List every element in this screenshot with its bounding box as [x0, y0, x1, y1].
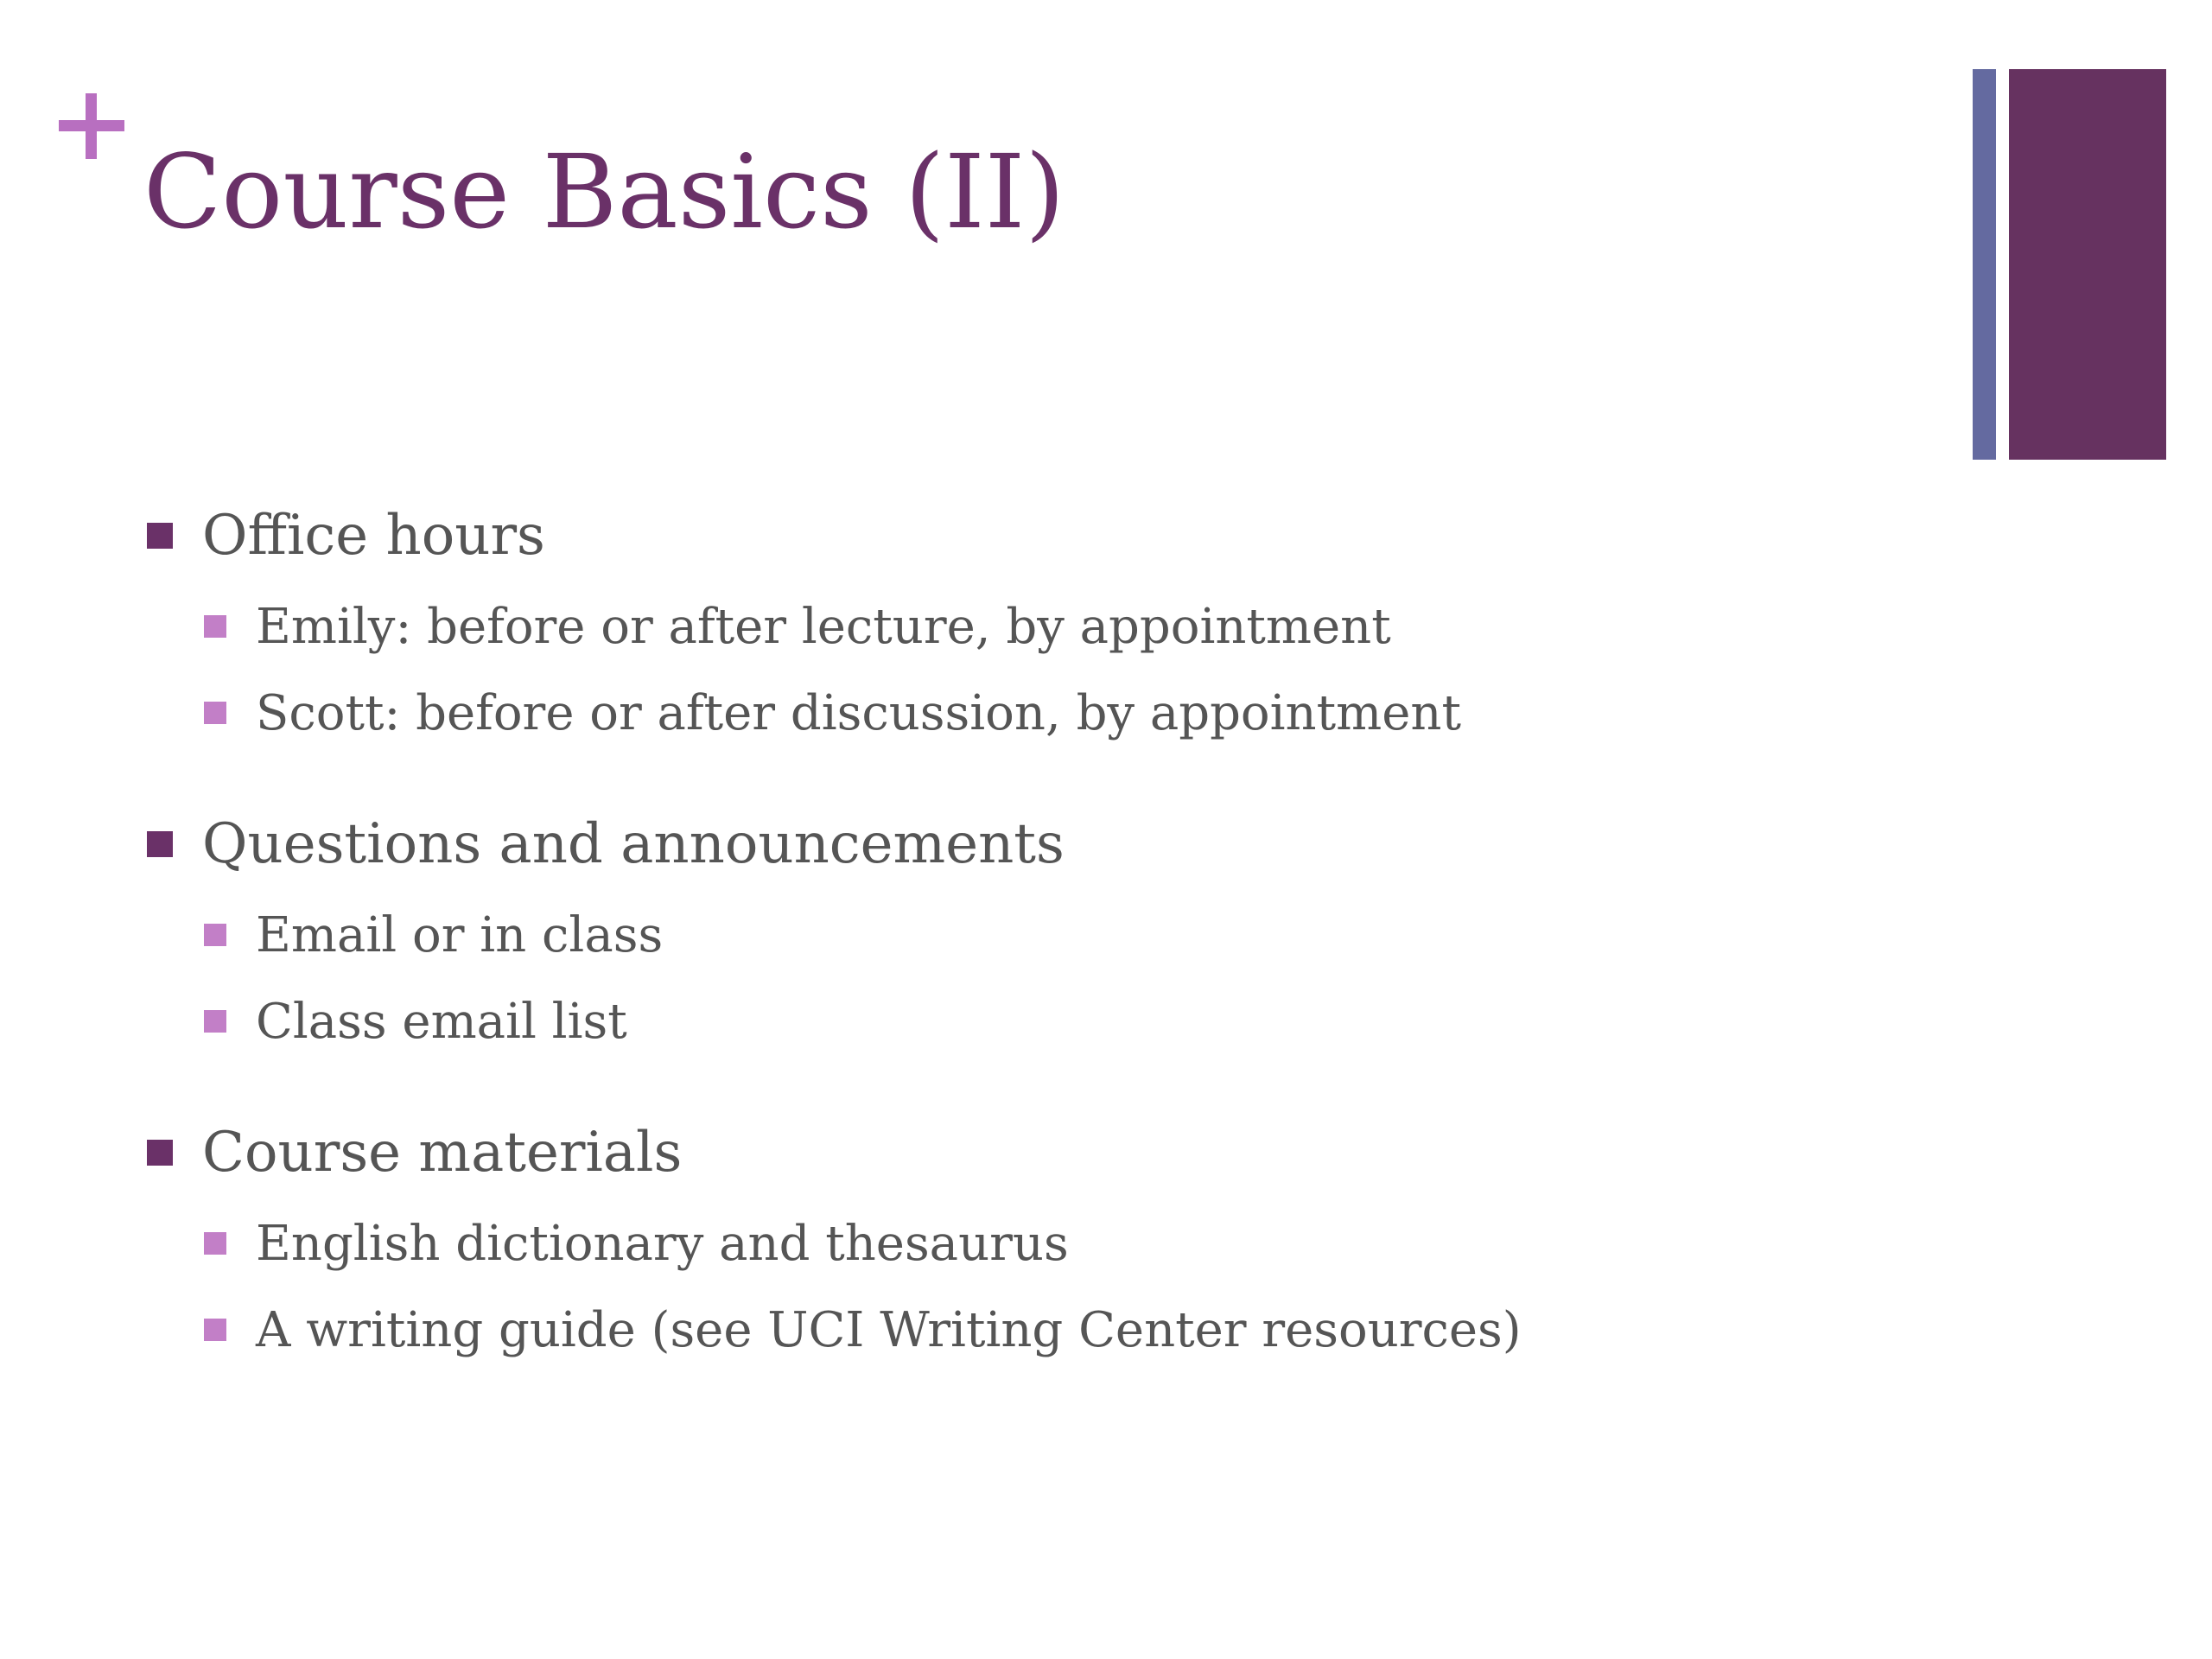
square-bullet-icon: [147, 523, 173, 549]
square-bullet-icon: [204, 924, 226, 946]
square-bullet-icon: [204, 702, 226, 724]
sub-bullet-item: [204, 592, 1391, 661]
bullet-text: Questions and announcements: [202, 812, 1065, 876]
slide-title: Course Basics (II): [143, 132, 1065, 251]
square-bullet-icon: [204, 615, 226, 638]
sub-bullet-item: [204, 900, 663, 969]
bullet-item-course-materials: [147, 1114, 682, 1192]
square-bullet-icon: [204, 1232, 226, 1255]
bullet-text: Course materials: [202, 1121, 683, 1185]
sub-bullet-item: [204, 1209, 1069, 1278]
sub-bullet-text: Emily: before or after lecture, by appointment: [256, 598, 1391, 655]
square-bullet-icon: [204, 1010, 226, 1033]
sub-bullet-item: [204, 1295, 1522, 1364]
decorative-bar-thin: [1973, 69, 1996, 460]
square-bullet-icon: [147, 831, 173, 857]
sub-bullet-text: A writing guide (see UCI Writing Center resources): [256, 1301, 1522, 1358]
sub-bullet-text: English dictionary and thesaurus: [256, 1215, 1069, 1272]
square-bullet-icon: [204, 1319, 226, 1341]
sub-bullet-item: [204, 678, 1461, 747]
sub-bullet-text: Email or in class: [256, 906, 664, 963]
square-bullet-icon: [147, 1140, 173, 1166]
decorative-bar-thick: [2009, 69, 2166, 460]
bullet-item-questions: [147, 805, 1065, 883]
plus-icon: [59, 93, 124, 159]
sub-bullet-text: Class email list: [256, 993, 627, 1050]
sub-bullet-item: [204, 987, 627, 1056]
bullet-item-office-hours: [147, 497, 545, 575]
sub-bullet-text: Scott: before or after discussion, by appointment: [256, 684, 1461, 741]
bullet-text: Office hours: [202, 504, 545, 568]
